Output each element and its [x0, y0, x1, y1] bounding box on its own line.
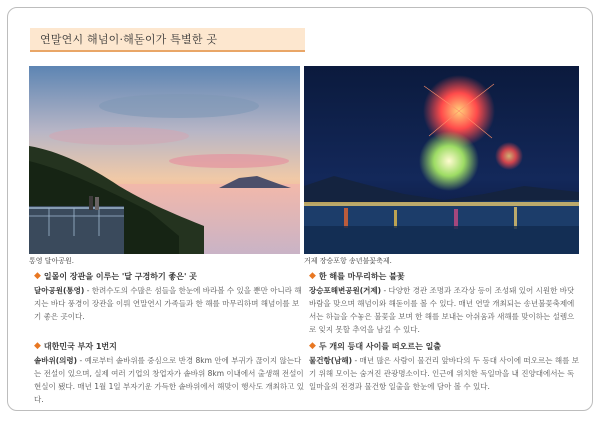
section-body: [309, 284, 581, 336]
section-heading: ◆ 한 해를 마무리하는 불꽃: [309, 271, 405, 281]
section-body: [309, 354, 581, 393]
place-name: 달아공원(통영): [34, 286, 85, 295]
diamond-bullet-icon: ◆: [34, 271, 41, 281]
place-description: - 한려수도의 수많은 섬들을 한눈에 바라볼 수 있을 뿐만 아니라 해지는 바다 풍경이 장관을 이뤄 연말연시 가족들과 한 해를 마무리하며 해넘이를 보기 좋은 곳이다.: [34, 286, 302, 321]
article-title: 연말연시 해넘이·해돋이가 특별한 곳: [40, 33, 218, 46]
photo-jangseungpo-fireworks: [304, 66, 579, 254]
place-description: - 매년 많은 사람이 물건리 앞바다의 두 등대 사이에 떠오르는 해를 보기 위해 모이는 숨겨진 관광명소이다. 인근에 위치한 독일마을 내 진양대에서는 독일마을의 전경과 물건항 일출을 한눈에 담아 볼 수 있다.: [309, 356, 580, 391]
place-name: 장승포해변공원(거제): [309, 286, 382, 295]
photo-caption-jangseungpo: 거제 장승포항 송년불꽃축제.: [304, 257, 392, 265]
place-description: - 다양한 경관 조명과 조각상 등이 조성돼 있어 시원한 바닷 바람을 맞으며 해넘이와 해돋이를 볼 수 있다. 매년 연말 개최되는 송년불꽃축제에서는 하늘을 수놓은 불꽃을 보며 한 해를 보내는 아쉬움과 새해를 맞이하는 설렘으로 잊지 못할 추억을 남길 수 있다.: [309, 286, 575, 334]
photo-caption-dalla: 통영 달아공원.: [29, 257, 75, 265]
section-mulgeon-port: [309, 340, 581, 393]
photo-dalla-park: [29, 66, 300, 254]
place-name: 솥바위(의령): [34, 356, 78, 365]
article-panel: [7, 7, 593, 411]
section-body: [34, 284, 306, 323]
section-heading: ◆ 대한민국 부자 1번지: [34, 341, 117, 351]
article-title-bar: [30, 28, 305, 52]
section-jangseungpo: [309, 270, 581, 336]
section-heading: ◆ 일몰이 장관을 이루는 '달 구경하기 좋은' 곳: [34, 271, 197, 281]
diamond-bullet-icon: ◆: [34, 341, 41, 351]
place-name: 물건항(남해): [309, 356, 353, 365]
place-description: - 예로부터 솥바위를 중심으로 반경 8km 안에 부귀가 끊이지 않는다는 전설이 있으며, 실제 여러 기업의 창업자가 솥바위 8km 이내에서 출생해 전설이 현실이 됐다. 매년 1월 1일 부자기운 가득한 솥바위에서 해맞이 행사도 개최하고 있다.: [34, 356, 304, 404]
diamond-bullet-icon: ◆: [309, 341, 316, 351]
section-heading: ◆ 두 개의 등대 사이를 떠오르는 일출: [309, 341, 442, 351]
diamond-bullet-icon: ◆: [309, 271, 316, 281]
sunset-photo-image: [29, 66, 300, 254]
section-sotbawi: [34, 340, 306, 406]
fireworks-photo-image: [304, 66, 579, 254]
section-dalla-park: [34, 270, 306, 323]
section-body: [34, 354, 306, 406]
